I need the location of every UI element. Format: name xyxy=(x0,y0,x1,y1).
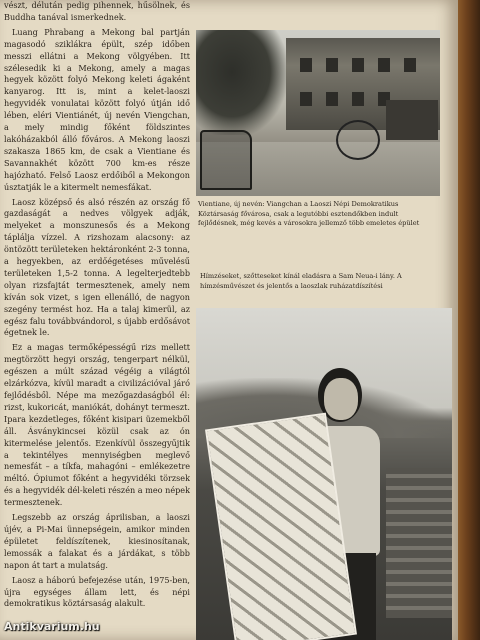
photo-truck xyxy=(386,100,438,140)
article-paragraph: Luang Phrabang a Mekong bal partján magasodó sziklákra épült, szép időben messzi ellátni a Mekong völgyében. Itt szélesedik ki a Mekong, amely a magas hegyek között folyó Mekong keleti ágaként kanyarog. Itt is, mint a kelet-laoszi hegyvidék vonulatai között folyó útján idő lében, eléri Vientiánét, új nevén Viengchan, a mely mindig főként földszintes lakóházakból álló főváros. A Mekong laoszi szakasza 1865 km, de csak a Vientiane és Savannakhét között 700 km-es része hajózható. Felső Laosz erdőiből a Mekongon úsztatják le a kitermelt nemesfákat. xyxy=(4,26,190,192)
article-paragraph: Legszebb az ország áprilisban, a laoszi újév, a Pi-Mai ünnepségein, amikor minden épületet feldíszítenek, kiesinosítanak, lemossák a falakat és a járdákat, s több napon át tart a mulatság. xyxy=(4,512,190,570)
book-spine-edge xyxy=(458,0,480,640)
article-paragraph: Laosz a háború befejezése után, 1975-ben, újra egységes állam lett, és népi demokratikus köztársaság alakult. xyxy=(4,574,190,609)
photo-hanging-cloth xyxy=(386,468,452,618)
portrait-photo xyxy=(196,308,452,640)
street-photo xyxy=(196,30,440,196)
article-paragraph: Laosz középső és alsó részén az ország fő gazdaságát a nedves völgyek adják, melyeket a monszunesős és a Mekong táplálja vízzel. A rizshozam alacsony: az öntözött területeken hektáronként 2-3 tonna, a hegyekben, az erdőégetéses művelésű területeken 1,5-2 tonna. A legelterjedtebb olyan rizsfajtát termesztenek, amely nem kíván sok vizet, s igen ellenálló, de nagyon szegény termést hoz. Ha a talaj kimerül, az egész falu továbbvándorol, s újabb erdősávot égetnek le. xyxy=(4,196,190,338)
photo-cart xyxy=(200,130,252,190)
photo-cyclo xyxy=(336,120,380,160)
article-paragraph: Ez a magas termőképességű rizs mellett megtörzött hegyi ország, tengerpart nélkül, egészen a múlt század végéig a világtól elzárkózva, kívül maradt a civilizációval járó fejlődésből. Népe ma mezőgazdaságból él: rizst, kukoricát, maniókát, dohányt termeszt. Ipara kezdetleges, főként kisipari üzemekből áll. Ásványkincsei közül csak az ón kitermelése jelentős. Ezenkívül összegyűjtik a tekintélyes mennyiségben meglevő nemesfát – a tíkfa, mahagóni – emlékezetre méltó. Ópiumot főként a hegyvidéki törzsek és a hegyvidék dél-keleti részén a meo népek termesztenek. xyxy=(4,342,190,508)
article-text-column xyxy=(4,0,190,615)
article-paragraph: vészt, délután pedig pihennek, hűsölnek, és Buddha tanával ismerkednek. xyxy=(4,0,190,22)
photo-trees xyxy=(196,30,286,135)
street-photo-caption: Vientiane, új nevén: Viangchan a Laoszi Népi Demokratikus Köztársaság fővárosa, csak a legutóbbi esztendőkben indult fejlődésnek, még kevés a városokra jellemző több emeletes épület xyxy=(198,200,420,228)
photo-woman-face xyxy=(324,378,358,420)
watermark-text: Antikvarium.hu xyxy=(4,620,100,633)
portrait-photo-caption: Hímzéseket, szőtteseket kínál eladásra a Sam Neua-i lány. A hímzésművészet és jelentős a laoszlak ruházatdíszítési xyxy=(200,272,402,290)
